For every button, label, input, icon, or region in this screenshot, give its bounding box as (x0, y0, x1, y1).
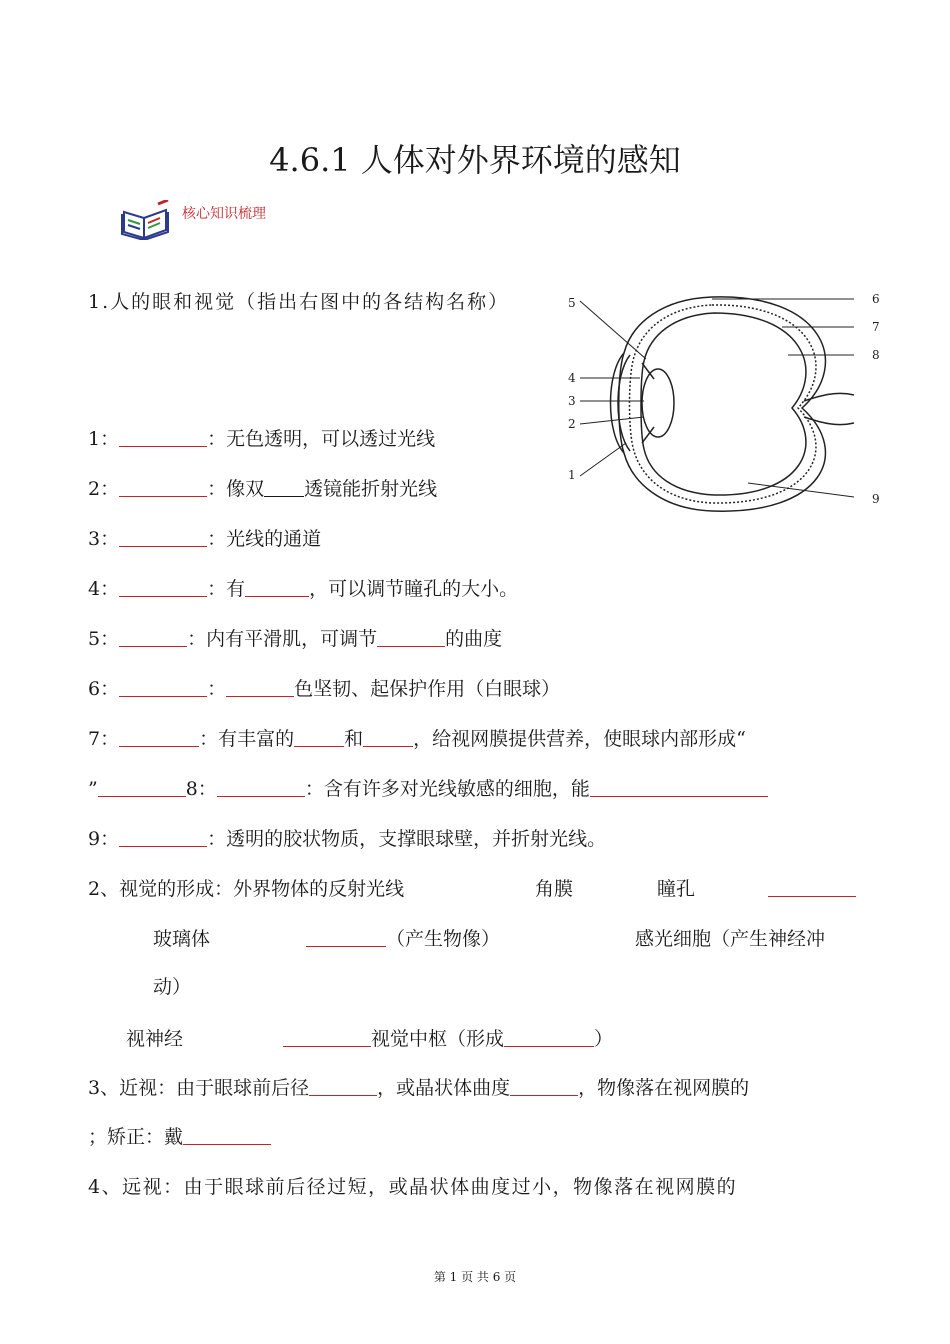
vision-pupil: 瞳孔 (657, 878, 696, 900)
answer-blank[interactable] (226, 678, 294, 697)
item-7-8 (88, 777, 768, 801)
vision-photoreceptor: 感光细胞（产生神经冲 (635, 928, 826, 950)
answer-blank[interactable] (119, 728, 199, 747)
myopia-correction: ；矫正：戴 (88, 1126, 184, 1148)
diagram-label-7: 7 (872, 320, 880, 334)
answer-blank[interactable] (119, 828, 207, 847)
item-1 (88, 427, 435, 451)
myopia-text-c: ，物像落在视网膜的 (578, 1077, 750, 1099)
myopia-line-1 (88, 1076, 749, 1100)
vision-line-1: 2、视觉的形成：外界物体的反射光线 (88, 878, 405, 900)
section-header (120, 200, 266, 240)
diagram-label-5: 5 (568, 296, 576, 310)
item-9-prefix: 9： (88, 828, 120, 850)
item-8-text: ：含有许多对光线敏感的细胞，能 (304, 778, 590, 800)
vision-impulse-end: 动） (153, 976, 192, 998)
answer-blank[interactable] (119, 628, 187, 647)
item-1-text: ：无色透明，可以透过光线 (207, 428, 436, 450)
item-7-prefix: 7： (88, 728, 120, 750)
item-2 (88, 477, 437, 501)
item-3 (88, 527, 321, 551)
answer-blank[interactable] (119, 678, 207, 697)
item-6-text-a: ： (207, 678, 227, 700)
item-7-text-a: ：有丰富的 (199, 728, 295, 750)
item-8-prefix: 8： (185, 778, 217, 800)
item-4-prefix: 4： (88, 578, 120, 600)
item-2-text-b: 透镜能折射光线 (304, 478, 438, 500)
diagram-label-3: 3 (568, 394, 576, 408)
item-6-text-b: 色坚韧、起保护作用（白眼球） (294, 678, 561, 700)
optic-nerve (804, 393, 854, 424)
item-7 (88, 727, 746, 751)
item-5-text-a: ：内有平滑肌，可调节 (187, 628, 378, 650)
hyperopia-line: 4、远视：由于眼球前后径过短，或晶状体曲度过小，物像落在视网膜的 (88, 1176, 738, 1198)
vision-image-wrap (306, 927, 500, 951)
item-3-prefix: 3： (88, 528, 120, 550)
answer-blank[interactable] (119, 578, 207, 597)
page-footer: 第 1 页 共 6 页 (433, 1270, 517, 1284)
answer-blank[interactable] (183, 1126, 271, 1145)
item-7-text-b: 和 (344, 728, 364, 750)
answer-blank[interactable] (768, 878, 856, 897)
answer-blank[interactable] (245, 578, 309, 597)
vision-center-end: ） (594, 1028, 614, 1050)
retina-outline (641, 313, 806, 495)
item-1-prefix: 1： (88, 428, 120, 450)
vision-vitreous: 玻璃体 (153, 928, 211, 950)
page-title: 4.6.1 人体对外界环境的感知 (269, 141, 681, 179)
item-2-prefix: 2： (88, 478, 120, 500)
diagram-label-8: 8 (872, 348, 880, 362)
item-6 (88, 677, 560, 701)
item-7b-prefix: ” (88, 778, 98, 800)
answer-blank[interactable] (264, 478, 304, 497)
vision-center-text: 视觉中枢（形成 (371, 1028, 505, 1050)
section-label: 核心知识梳理 (182, 206, 266, 222)
intro-text: 1.人的眼和视觉（指出右图中的各结构名称） (88, 291, 510, 313)
diagram-label-6: 6 (872, 292, 880, 306)
item-6-prefix: 6： (88, 678, 120, 700)
diagram-label-2: 2 (568, 417, 576, 431)
vision-cornea: 角膜 (535, 878, 574, 900)
vision-optic-nerve: 视神经 (126, 1028, 184, 1050)
answer-blank[interactable] (294, 728, 344, 747)
book-icon (120, 200, 172, 240)
diagram-label-1: 1 (568, 468, 576, 482)
item-9-text: ：透明的胶状物质，支撑眼球壁，并折射光线。 (207, 828, 607, 850)
myopia-text-b: ，或晶状体曲度 (377, 1077, 511, 1099)
answer-blank[interactable] (510, 1077, 578, 1096)
item-5-prefix: 5： (88, 628, 120, 650)
diagram-label-9: 9 (872, 492, 880, 506)
item-4-text-b: ，可以调节瞳孔的大小。 (309, 578, 519, 600)
answer-blank[interactable] (98, 778, 186, 797)
myopia-line-2 (88, 1125, 271, 1149)
item-3-text: ：光线的通道 (207, 528, 322, 550)
myopia-text-a: 3、近视：由于眼球前后径 (88, 1077, 310, 1099)
item-5 (88, 627, 502, 651)
item-4-text-a: ：有 (207, 578, 246, 600)
lens (642, 369, 674, 437)
answer-blank[interactable] (306, 928, 386, 947)
item-2-text-a: ：像双 (207, 478, 265, 500)
answer-blank[interactable] (119, 528, 207, 547)
eye-diagram (562, 283, 892, 523)
answer-blank[interactable] (377, 628, 445, 647)
answer-blank[interactable] (363, 728, 413, 747)
answer-blank[interactable] (590, 778, 768, 797)
vision-image-note: （产生物像） (386, 928, 501, 950)
vision-center-wrap (283, 1027, 613, 1051)
answer-blank[interactable] (119, 428, 207, 447)
item-4 (88, 577, 518, 601)
item-9 (88, 827, 606, 851)
item-7-text-c: ，给视网膜提供营养，使眼球内部形成“ (413, 728, 746, 750)
answer-blank[interactable] (309, 1077, 377, 1096)
answer-blank[interactable] (504, 1028, 594, 1047)
answer-blank[interactable] (119, 478, 207, 497)
answer-blank[interactable] (217, 778, 305, 797)
vision-blank-1-wrap (768, 877, 856, 901)
item-5-text-b: 的曲度 (445, 628, 503, 650)
answer-blank[interactable] (283, 1028, 371, 1047)
diagram-label-4: 4 (568, 371, 576, 385)
